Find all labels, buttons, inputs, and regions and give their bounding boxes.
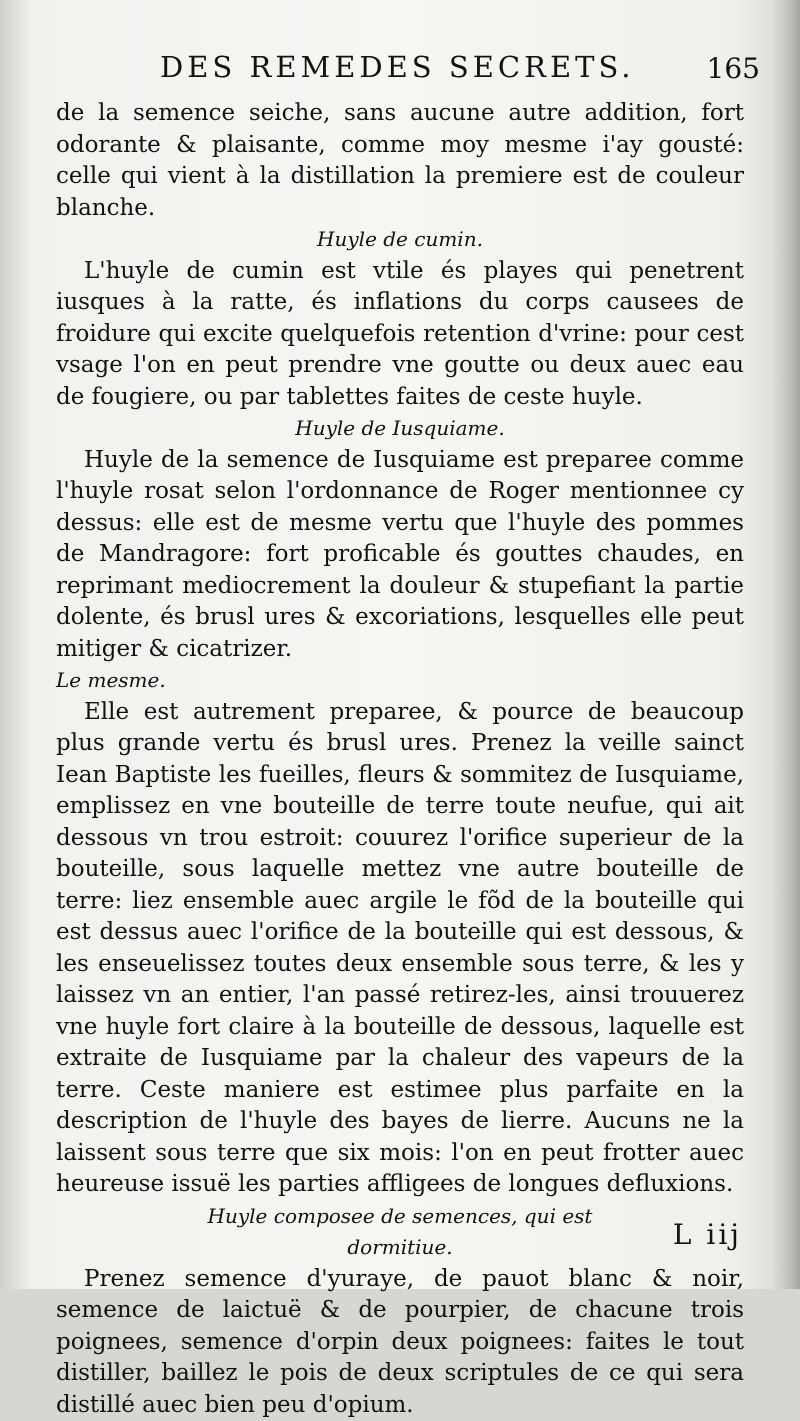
page-edge-shadow [772, 0, 800, 1289]
heading-huyle-de-cumin: Huyle de cumin. [56, 224, 744, 256]
paragraph-1: de la semence seiche, sans aucune autre addition, fort odorante & plaisante, comme moy mesme i'ay gousté: celle qui vient à la distillation la premiere est de couleur blanche. [56, 98, 744, 224]
paragraph-5: Prenez semence d'yuraye, de pauot blanc & noir, semence de laictuë & de pourpier, de chacune trois poignees, semence d'orpin deux poignees: faites le tout distiller, baillez le pois de deux scriptules de ce qui sera distillé auec bien peu d'opium. [56, 1264, 744, 1421]
main-text [56, 98, 744, 1421]
heading-huyle-de-iusquiame: Huyle de Iusquiame. [56, 413, 744, 445]
paragraph-4: Elle est autrement preparee, & pource de beaucoup plus grande vertu és brusl ures. Prenez la veille sainct Iean Baptiste les fueilles, fleurs & sommitez de Iusquiame, emplissez en vne bouteille de terre toute neufue, qui ait dessous vn trou estroit: couurez l'orifice superieur de la bouteille, sous laquelle mettez vne autre bouteille de terre: liez ensemble auec argile le fõd de la bouteille qui est dessus auec l'orifice de la bouteille qui est dessous, & les enseuelissez toutes deux ensemble sous terre, & les y laissez vn an entier, l'an passé retirez-les, ainsi trouuerez vne huyle fort claire à la bouteille de dessous, laquelle est extraite de Iusquiame par la chaleur des vapeurs de la terre. Ceste maniere est estimee plus parfaite en la description de l'huyle des bayes de lierre. Aucuns ne la laissent sous terre que six mois: l'on en peut frotter auec heureuse issuë les parties affligees de longues defluxions. [56, 697, 744, 1201]
signature-mark: L iij [673, 1218, 742, 1251]
page-number: 165 [707, 52, 760, 85]
paragraph-2: L'huyle de cumin est vtile és playes qui penetrent iusques à la ratte, és inflations du corps causees de froidure qui excite quelquefois retention d'vrine: pour cest vsage l'on en peut prendre vne goutte ou deux auec eau de fougiere, ou par tablettes faites de ceste huyle. [56, 256, 744, 414]
heading-huyle-composee-line-2: dormitiue. [56, 1232, 744, 1264]
heading-huyle-composee-line-1: Huyle composee de semences, qui est [56, 1201, 744, 1233]
page-header [160, 50, 760, 94]
running-title: DES REMEDES SECRETS. [160, 50, 635, 84]
heading-le-mesme: Le mesme. [56, 665, 744, 697]
paragraph-3: Huyle de la semence de Iusquiame est preparee comme l'huyle rosat selon l'ordonnance de Roger mentionnee cy dessus: elle est de mesme vertu que l'huyle des pommes de Mandragore: fort proficable és gouttes chaudes, en reprimant mediocrement la douleur & stupefiant la partie dolente, és brusl ures & excoriations, lesquelles elle peut mitiger & cicatrizer. [56, 445, 744, 666]
